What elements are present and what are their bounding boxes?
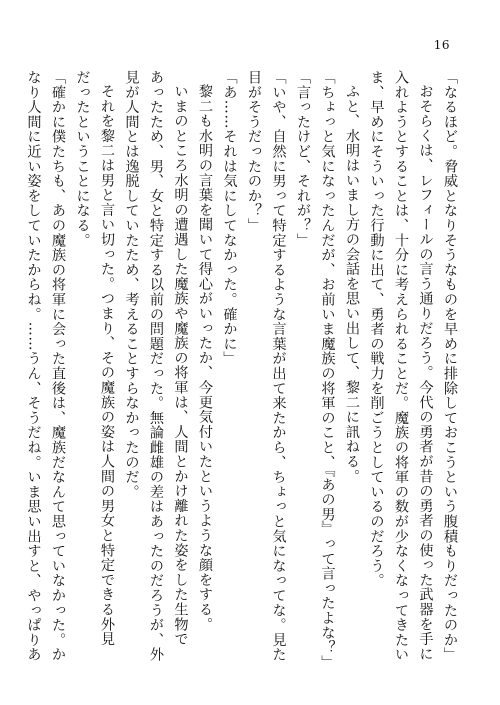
text-line: なり人間に近い姿をしていたからね。……うん、そうだね。いま思い出すと、やっぱりあ (25, 70, 42, 662)
text-line: 「あ……それは気にしてなかった。確かに」 (221, 70, 238, 366)
text-line: 「なるほど。脅威となりそうなものを早めに排除しておこうという腹積もりだったのか」 (442, 70, 458, 662)
text-line: 「いや、自然に男って特定するような言葉が出て来たから、ちょっと気になってな。見た (270, 70, 287, 662)
text-line: それを黎二は男と言い切った。つまり、その魔族の姿は人間の男女と特定できる外見 (99, 84, 115, 647)
text-line: 「確かに僕たちも、あの魔族の将軍に会った直後は、魔族だなんて思っていなかった。か (50, 70, 66, 662)
page-number: 16 (433, 38, 450, 52)
text-line: ふと、水明はいまし方の会話を思い出して、黎二に訊ねる。 (344, 84, 360, 484)
text-line: 見が人間とは逸脱していたため、考えることすらなかったのだ。 (123, 70, 140, 500)
text-line: 目がそうだったのか？」 (246, 70, 262, 233)
text-line: だったということになる。 (74, 70, 91, 248)
text-line: 「ちょっと気になったんだが、お前いま魔族の将軍のこと、『あの男』って言ったよな？」 (319, 70, 336, 670)
text-line: あったため、男、女と特定する以前の問題だった。無論雌雄の差はあったのだろうが、外 (148, 70, 164, 662)
text-line: おそらくは、レフィールの言う通りだろう。今代の勇者が昔の勇者の使った武器を手に (417, 84, 434, 662)
vertical-text-block (21, 70, 462, 680)
text-line: いまのところ水明の遭遇した魔族や魔族の将軍は、人間とかけ離れた姿をした生物で (172, 84, 189, 647)
text-line: ま、早めにそういった行動に出て、勇者の戦力を削ごうとしているのだろう。 (368, 70, 385, 588)
text-line: 入れようとすることは、十分に考えられることだ。魔族の将軍の数が少なくなってきたい (393, 70, 409, 662)
text-line: 黎二も水明の言葉を聞いて得心がいったか、今更気付いたというような顔をする。 (197, 84, 213, 632)
text-line: 「言ったけど、それが？」 (295, 70, 311, 248)
